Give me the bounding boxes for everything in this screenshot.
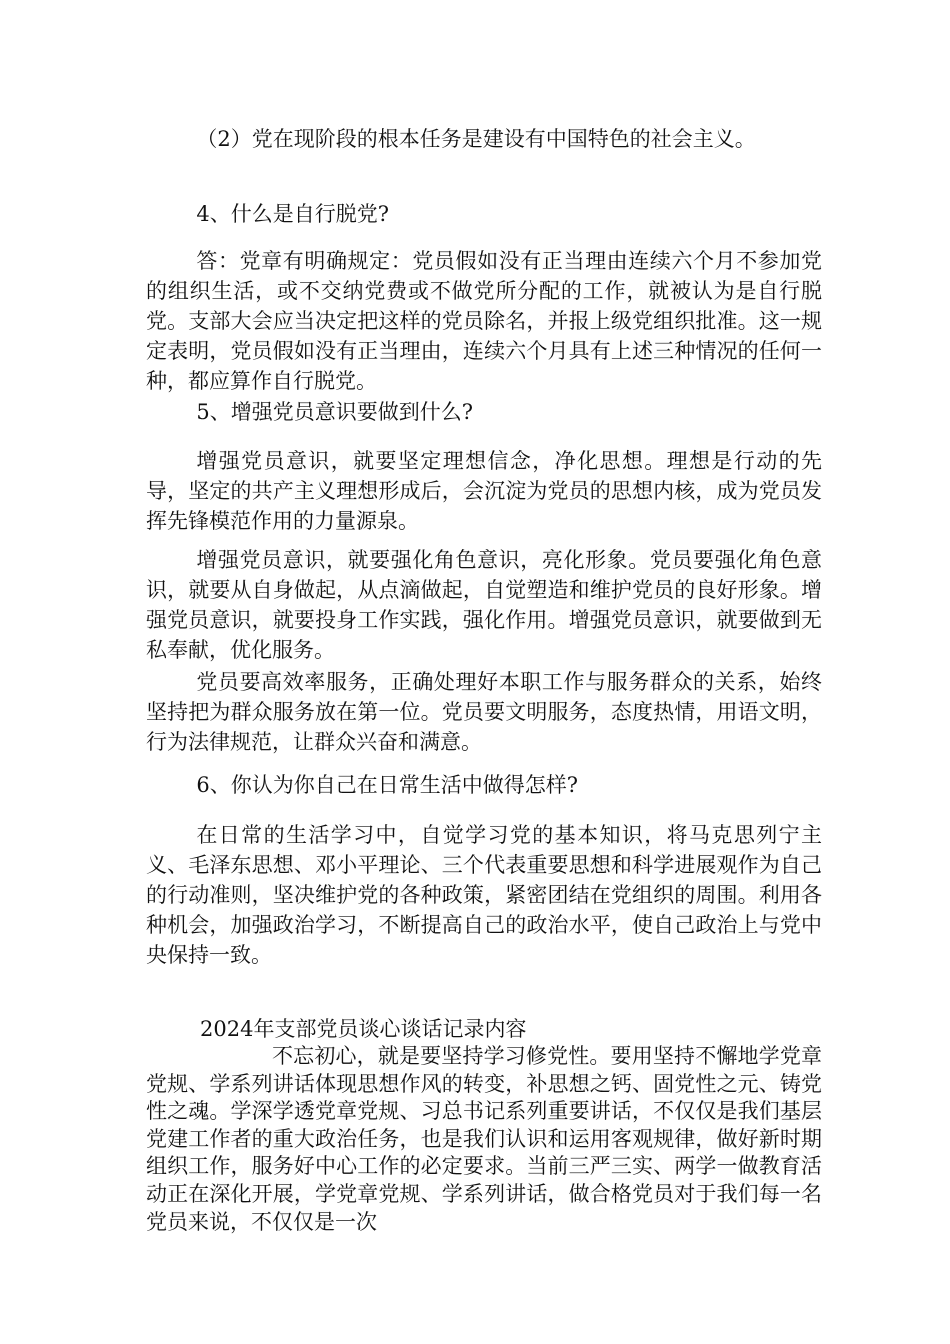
question-5: 5、增强党员意识要做到什么? <box>196 400 474 424</box>
answer-6: 在日常的生活学习中，自觉学习党的基本知识，将马克思列宁主义、毛泽东思想、邓小平理论、三个代表重要思想和科学进展观作为自己的行动准则，坚决维护党的各种政策，紧密团结在党组织的周围。利用各种机会，加强政治学习，不断提高自己的政治水平，使自己政治上与党中央保持一致。 <box>146 823 822 967</box>
answer-4: 答：党章有明确规定：党员假如没有正当理由连续六个月不参加党的组织生活，或不交纳党费或不做党所分配的工作，就被认为是自行脱党。支部大会应当决定把这样的党员除名，并报上级党组织批准。这一规定表明，党员假如没有正当理由，连续六个月具有上述三种情况的任何一种，都应算作自行脱党。 <box>146 249 822 393</box>
section-title: 2024年支部党员谈心谈话记录内容 <box>200 1017 527 1041</box>
section-body: 不忘初心，就是要坚持学习修党性。要用坚持不懈地学党章党规、学系列讲话体现思想作风的转变，补思想之钙、固党性之元、铸党性之魂。学深学透党章党规、习总书记系列重要讲话，不仅仅是我们基层党建工作者的重大政治任务，也是我们认识和运用客观规律，做好新时期组织工作，服务好中心工作的必定要求。当前三严三实、两学一做教育活动正在深化开展，学党章党规、学系列讲话，做合格党员对于我们每一名党员来说，不仅仅是一次 <box>146 1044 822 1234</box>
answer-5-part-1: 增强党员意识，就要坚定理想信念，净化思想。理想是行动的先导，坚定的共产主义理想形成后，会沉淀为党员的思想内核，成为党员发挥先锋模范作用的力量源泉。 <box>146 449 822 533</box>
question-4: 4、什么是自行脱党? <box>196 202 390 226</box>
answer-5-part-2: 增强党员意识，就要强化角色意识，亮化形象。党员要强化角色意识，就要从自身做起，从点滴做起，自觉塑造和维护党员的良好形象。增强党员意识，就要投身工作实践，强化作用。增强党员意识，就要做到无私奉献，优化服务。 <box>146 548 822 662</box>
answer-5-part-3: 党员要高效率服务，正确处理好本职工作与服务群众的关系，始终坚持把为群众服务放在第一位。党员要文明服务，态度热情，用语文明，行为法律规范，让群众兴奋和满意。 <box>146 670 822 754</box>
paragraph-task: （2）党在现阶段的根本任务是建设有中国特色的社会主义。 <box>196 127 756 151</box>
question-6: 6、你认为你自己在日常生活中做得怎样? <box>196 773 579 797</box>
